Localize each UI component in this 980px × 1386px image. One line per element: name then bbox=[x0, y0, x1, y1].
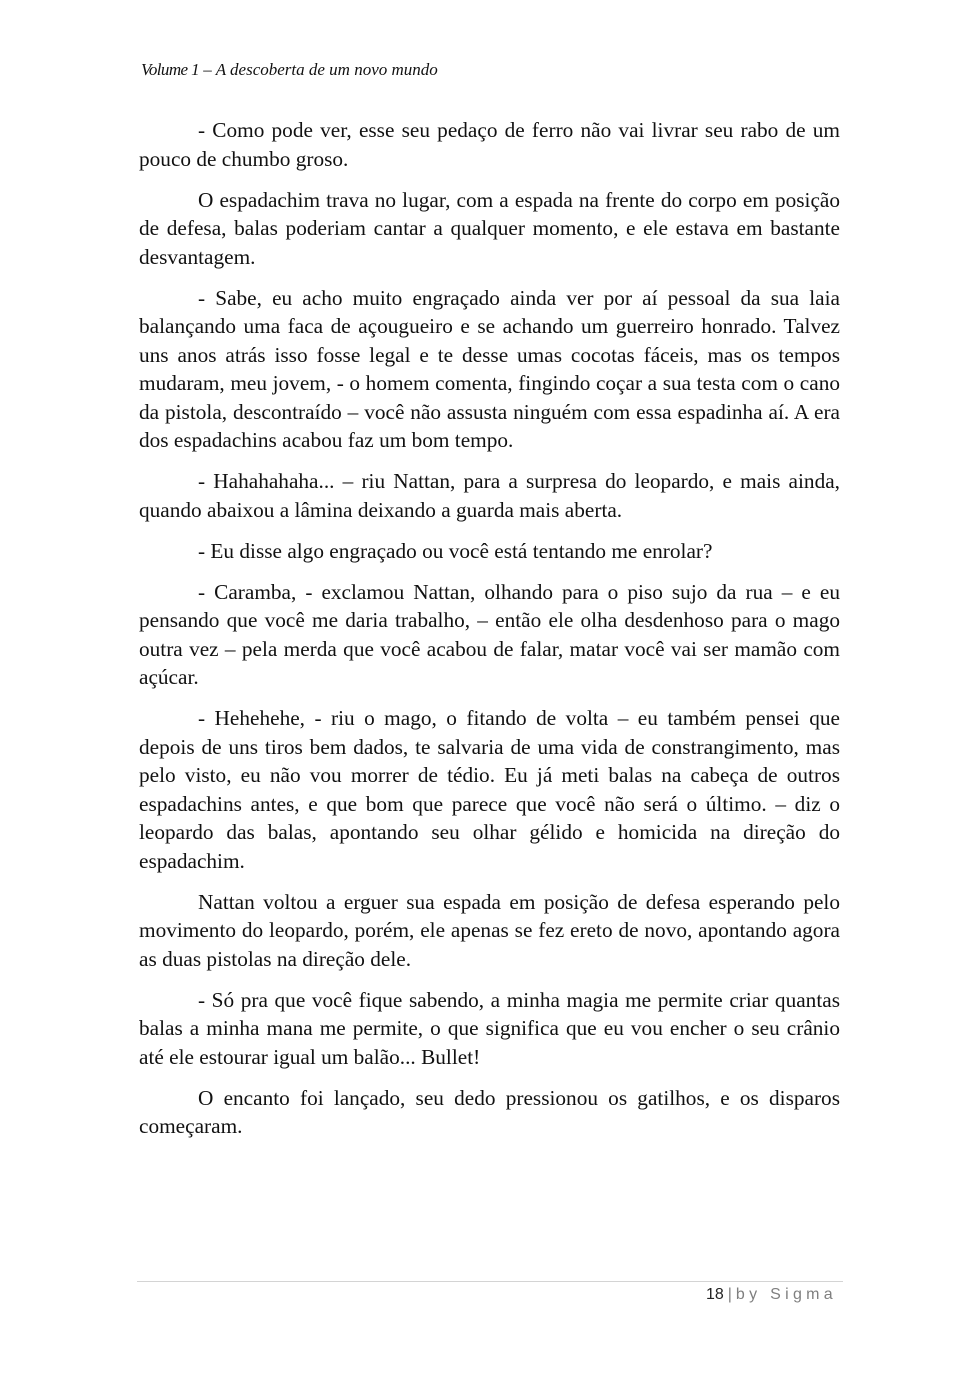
book-title: A descoberta de um novo mundo bbox=[215, 60, 438, 79]
paragraph: - Hahahahaha... – riu Nattan, para a surpresa do leopardo, e mais ainda, quando abaixou a lâmina deixando a guarda mais aberta. bbox=[139, 469, 840, 522]
page-footer bbox=[706, 1284, 837, 1306]
paragraph: - Hehehehe, - riu o mago, o fitando de volta – eu também pensei que depois de uns tiros bem dados, te salvaria de uma vida de constrangimento, mas pelo visto, eu não vou morrer de tédio. Eu já meti balas na cabeça de outros espadachins antes, e que bom que parece que você não será o último. – diz o leopardo das balas, apontando seu olhar gélido e homicida na direção do espadachim. bbox=[139, 706, 840, 873]
paragraph: - Só pra que você fique sabendo, a minha magia me permite criar quantas balas a minha mana me permite, o que significa que eu vou encher o seu crânio até ele estourar igual um balão... Bullet! bbox=[139, 987, 840, 1069]
header-dash: – bbox=[199, 60, 216, 79]
paragraph: O encanto foi lançado, seu dedo pressionou os gatilhos, e os disparos começaram. bbox=[139, 1085, 840, 1138]
paragraph: - Eu disse algo engraçado ou você está tentando me enrolar? bbox=[198, 538, 713, 563]
paragraph: - Caramba, - exclamou Nattan, olhando para o piso sujo da rua – e eu pensando que você me daria trabalho, – então ele olha desdenhoso para o mago outra vez – pela merda que você acabou de falar, matar você vai ser mamão com açúcar. bbox=[139, 579, 840, 689]
footer-separator: | bbox=[727, 1286, 732, 1303]
volume-label: Volume 1 bbox=[141, 60, 199, 79]
page-number: 18 bbox=[705, 1286, 724, 1303]
page-body bbox=[139, 116, 840, 1153]
running-header bbox=[141, 58, 438, 82]
paragraph: Nattan voltou a erguer sua espada em posição de defesa esperando pelo movimento do leopardo, porém, ele apenas se fez ereto de novo, apontando agora as duas pistolas na direção dele. bbox=[139, 889, 840, 971]
author-byline: by Sigma bbox=[735, 1286, 837, 1303]
footer-divider bbox=[137, 1281, 843, 1282]
paragraph: O espadachim trava no lugar, com a espada na frente do corpo em posição de defesa, balas poderiam cantar a qualquer momento, e ele estava em bastante desvantagem. bbox=[139, 187, 840, 269]
paragraph: - Sabe, eu acho muito engraçado ainda ver por aí pessoal da sua laia balançando uma faca de açougueiro e se achando um guerreiro honrado. Talvez uns anos atrás isso fosse legal e te desse umas cocotas fáceis, mas os tempos mudaram, meu jovem, - o homem comenta, fingindo coçar a sua testa com o cano da pistola, descontraído – você não assusta ninguém com essa espadinha aí. A era dos espadachins acabou faz um bom tempo. bbox=[139, 285, 840, 452]
paragraph: - Como pode ver, esse seu pedaço de ferro não vai livrar seu rabo de um pouco de chumbo groso. bbox=[139, 118, 840, 171]
